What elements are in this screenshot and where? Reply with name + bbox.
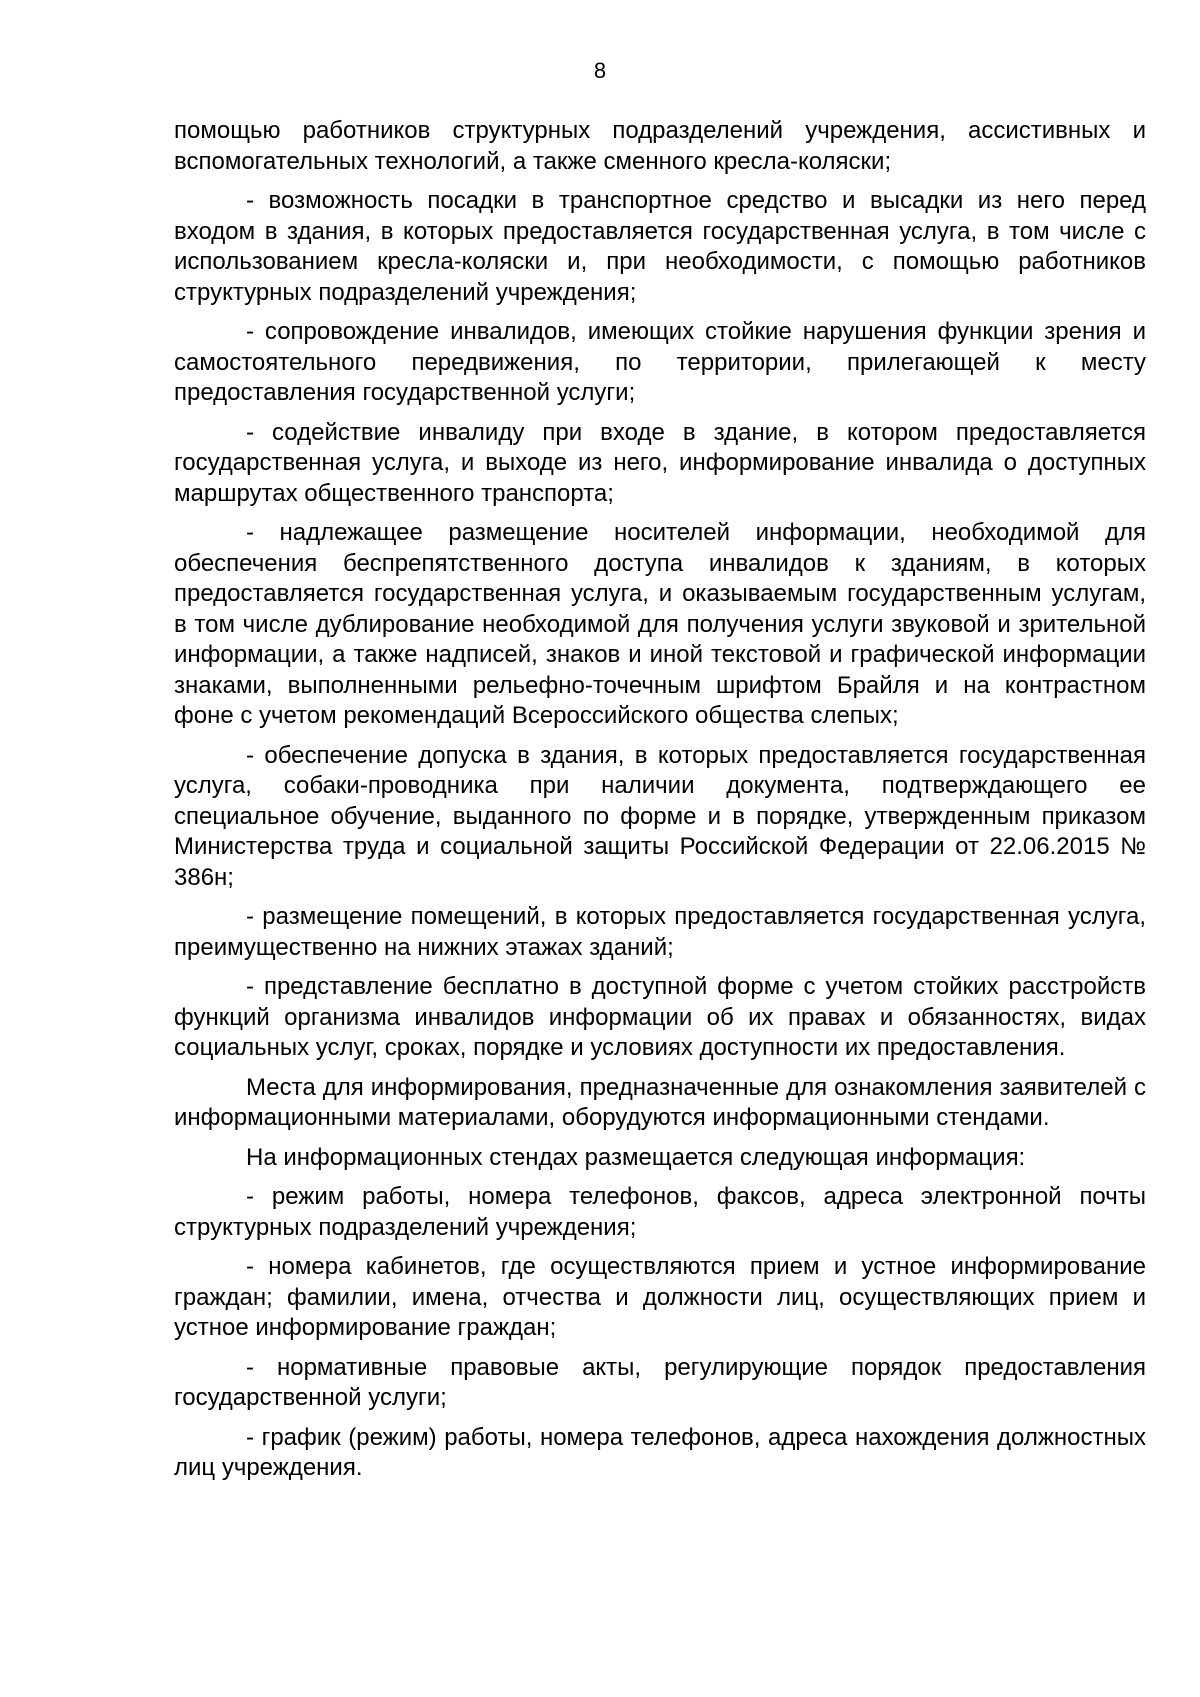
paragraph-entry-assistance: - содействие инвалиду при входе в здание, в котором предоставляется государственная услуга, и выходе из него, информирование инвалида о доступных маршрутах общественного транспорта; [174,418,1146,507]
paragraph-premises-location: - размещение помещений, в которых предоставляется государственная услуга, преимущественно на нижних этажах зданий; [174,903,1146,961]
paragraph-office-numbers: - номера кабинетов, где осуществляются прием и устное информирование граждан; фамилии, имена, отчества и должности лиц, осуществляющих прием и устное информирование граждан; [174,1253,1146,1341]
document-body [174,116,1146,1493]
paragraph-continuation: помощью работников структурных подразделений учреждения, ассистивных и вспомогательных технологий, а также сменного кресла-коляски; [174,117,1146,175]
paragraph-guide-dog: - обеспечение допуска в здания, в которых предоставляется государственная услуга, собаки-проводника при наличии документа, подтверждающего ее специальное обучение, выданного по форме и в порядке, утвержденным приказом Министерства труда и социальной защиты Российской Федерации от 22.06.2015 № 386н; [174,741,1146,891]
paragraph-stand-info-intro: На информационных стендах размещается следующая информация: [246,1143,1026,1171]
paragraph-accessible-information: - представление бесплатно в доступной форме с учетом стойких расстройств функций организма инвалидов информации об их правах и обязанностях, видах социальных услуг, сроках, порядке и условиях доступности их предоставления. [174,973,1146,1061]
paragraph-escort: - сопровождение инвалидов, имеющих стойкие нарушения функции зрения и самостоятельного передвижения, по территории, прилегающей к месту предоставления государственной услуги; [174,318,1146,406]
paragraph-information-placement: - надлежащее размещение носителей информации, необходимой для обеспечения беспрепятственного доступа инвалидов к зданиям, в которых предоставляется государственная услуга, и оказываемым государственным услугам, в том числе дублирование необходимой для получения услуги звуковой и зрительной информации, а также надписей, знаков и иной текстовой и графической информации знаками, выполненными рельефно-точечным шрифтом Брайля и на контрастном фоне с учетом рекомендаций Всероссийского общества слепых; [174,519,1146,729]
paragraph-working-hours: - режим работы, номера телефонов, факсов, адреса электронной почты структурных подразделений учреждения; [174,1183,1146,1241]
paragraph-schedule: - график (режим) работы, номера телефонов, адреса нахождения должностных лиц учреждения. [174,1423,1146,1481]
paragraph-information-places: Места для информирования, предназначенные для ознакомления заявителей с информационными материалами, оборудуются информационными стендами. [174,1073,1146,1131]
paragraph-vehicle-boarding: - возможность посадки в транспортное средство и высадки из него перед входом в здания, в которых предоставляется государственная услуга, в том числе с использованием кресла-коляски и, при необходимости, с помощью работников структурных подразделений учреждения; [174,187,1146,306]
page-number: 8 [593,58,607,83]
paragraph-regulations: - нормативные правовые акты, регулирующие порядок предоставления государственной услуги; [174,1353,1146,1411]
